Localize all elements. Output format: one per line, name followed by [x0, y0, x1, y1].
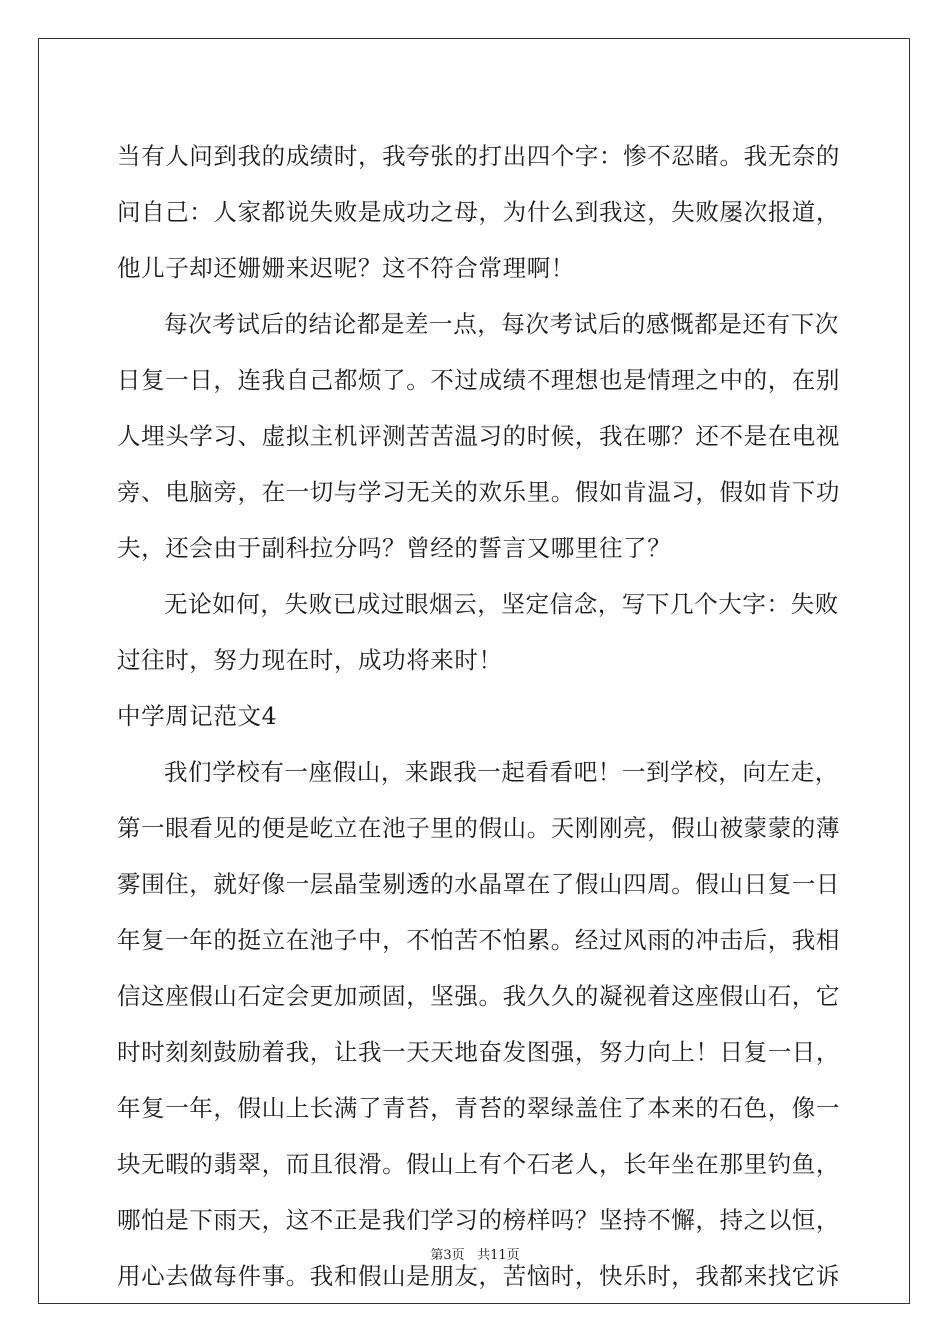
- text-line: 块无暇的翡翠，而且很滑。假山上有个石老人，长年坐在那里钓鱼，: [117, 1150, 840, 1178]
- text-line: 问自己：人家都说失败是成功之母，为什么到我这，失败屡次报道，: [117, 198, 840, 226]
- page-number: 第3页: [430, 1248, 465, 1263]
- text-line: 信这座假山石定会更加顽固，坚强。我久久的凝视着这座假山石，它: [117, 982, 840, 1010]
- text-line: 哪怕是下雨天，这不正是我们学习的榜样吗？坚持不懈，持之以恒，: [117, 1206, 840, 1234]
- text-line: 雾围住，就好像一层晶莹剔透的水晶罩在了假山四周。假山日复一日: [117, 870, 840, 898]
- text-line: 年复一年的挺立在池子中，不怕苦不怕累。经过风雨的冲击后，我相: [117, 926, 840, 954]
- paragraph-start-line: 无论如何，失败已成过眼烟云，坚定信念，写下几个大字：失败: [164, 590, 839, 618]
- text-line: 日复一日，连我自己都烦了。不过成绩不理想也是情理之中的，在别: [117, 366, 840, 394]
- text-line: 他儿子却还姗姗来迟呢？这不符合常理啊！: [117, 254, 575, 282]
- text-line: 夫，还会由于副科拉分吗？曾经的誓言又哪里往了？: [117, 534, 672, 562]
- text-line: 年复一年，假山上长满了青苔，青苔的翠绿盖住了本来的石色，像一: [117, 1094, 840, 1122]
- text-line: 时时刻刻鼓励着我，让我一天天地奋发图强，努力向上！日复一日，: [117, 1038, 840, 1066]
- paragraph-start-line: 我们学校有一座假山，来跟我一起看看吧！一到学校，向左走，: [164, 758, 839, 786]
- text-line: 过往时，努力现在时，成功将来时！: [117, 646, 503, 674]
- text-line: 当有人问到我的成绩时，我夸张的打出四个字：惨不忍睹。我无奈的: [117, 142, 840, 170]
- text-line: 第一眼看见的便是屹立在池子里的假山。天刚刚亮，假山被蒙蒙的薄: [117, 814, 840, 842]
- section-heading: 中学周记范文4: [117, 702, 278, 730]
- text-line: 旁、电脑旁，在一切与学习无关的欢乐里。假如肯温习，假如肯下功: [117, 478, 840, 506]
- paragraph-start-line: 每次考试后的结论都是差一点，每次考试后的感慨都是还有下次: [164, 310, 839, 338]
- text-line: 用心去做每件事。我和假山是朋友，苦恼时，快乐时，我都来找它诉: [117, 1262, 840, 1290]
- page-total: 共11页: [477, 1248, 520, 1263]
- text-line: 人埋头学习、虚拟主机评测苦苦温习的时候，我在哪？还不是在电视: [117, 422, 840, 450]
- page-footer: [0, 1244, 950, 1263]
